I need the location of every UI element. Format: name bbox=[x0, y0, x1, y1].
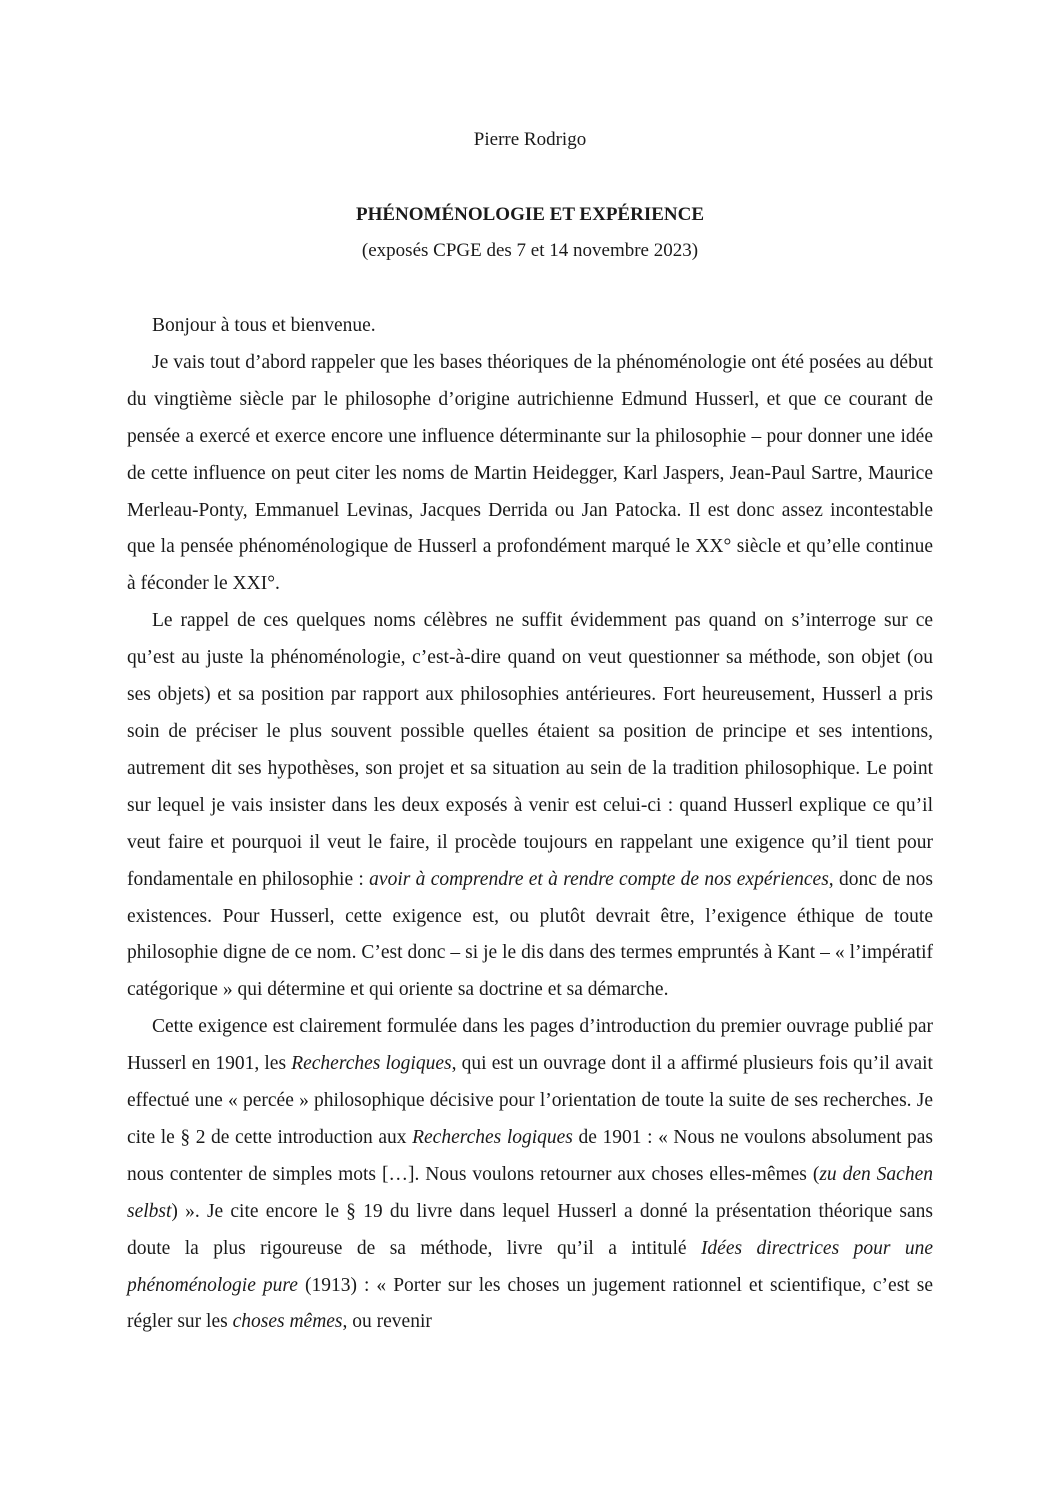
german-phrase: zu den Sachen selbst bbox=[127, 1163, 933, 1222]
paragraph-4-text-g: ) ». Je cite encore le § 19 du livre dans lequel Husserl a donné la présentation théorique sans doute la plus rigoureuse de sa méthode, livre qu’il a intitulé bbox=[127, 1200, 933, 1259]
paragraph-3-text-c: donc de nos existences. Pour Husserl, cette exigence est, ou plutôt devrait être, l’exigence éthique de toute philosophie digne de ce nom. C’est donc – si je le dis dans des termes empruntés à Kant – « l’impératif catégorique » qui détermine et qui oriente sa doctrine et sa démarche. bbox=[127, 868, 934, 1001]
paragraph-4-text-i: (1913) : « Porter sur les choses un jugement rationnel et scientifique, c’est se régler sur les bbox=[127, 1274, 933, 1333]
paragraph-1: Bonjour à tous et bienvenue. bbox=[152, 315, 376, 336]
book-title-idees-directrices: Idées directrices pour une phénoménologie pure bbox=[127, 1237, 933, 1296]
document-title: PHÉNOMÉNOLOGIE ET EXPÉRIENCE bbox=[355, 204, 705, 225]
paragraph-4-text-a: Cette exigence est clairement formulée dans les pages d’introduction du premier ouvrage publié par Husserl en 1901, les bbox=[127, 1016, 933, 1075]
author-name: Pierre Rodrigo bbox=[473, 129, 587, 150]
paragraph-4-emphasis: choses mêmes bbox=[232, 1311, 343, 1333]
paragraph-4-text-c: , qui est un ouvrage dont il a affirmé plusieurs fois qu’il avait effectué une « percée » philosophique décisive pour l’orientation de toute la suite de ses recherches. Je cite le § 2 de cette introduction aux bbox=[127, 1053, 933, 1148]
paragraph-3-emphasis: avoir à comprendre et à rendre compte de nos expériences, bbox=[369, 868, 834, 890]
paragraph-3 bbox=[127, 603, 933, 1009]
book-title-recherches-logiques: Recherches logiques bbox=[291, 1053, 452, 1075]
paragraph-3-text-a: Le rappel de ces quelques noms célèbres ne suffit évidemment pas quand on s’interroge sur ce qu’est au juste la phénoménologie, c’est-à-dire quand on veut questionner sa méthode, son objet (ou ses objets) et sa position par rapport aux philosophies antérieures. Fort heureusement, Husserl a pris soin de préciser le plus souvent possible quelles étaient sa position de principe et ses intentions, autrement dit ses hypothèses, son projet et sa situation au sein de la tradition philosophique. Le point sur lequel je vais insister dans les deux exposés à venir est celui-ci : quand Husserl explique ce qu’il veut faire et pourquoi il veut le faire, il procède toujours en rappelant une exigence qu’il tient pour fondamentale en philosophie : bbox=[127, 610, 933, 890]
document-subtitle: (exposés CPGE des 7 et 14 novembre 2023) bbox=[361, 240, 699, 261]
body-text bbox=[127, 308, 933, 1341]
book-title-recherches-logiques-2: Recherches logiques bbox=[412, 1126, 573, 1148]
paragraph-4-text-e: de 1901 : « Nous ne voulons absolument pas nous contenter de simples mots […]. Nous voulons retourner aux choses elles-mêmes ( bbox=[127, 1126, 933, 1185]
paragraph-4 bbox=[127, 1009, 933, 1341]
paragraph-2: Je vais tout d’abord rappeler que les bases théoriques de la phénoménologie ont été posées au début du vingtième siècle par le philosophe d’origine autrichienne Edmund Husserl, et que ce courant de pensée a exercé et exerce encore une influence déterminante sur la philosophie – pour donner une idée de cette influence on peut citer les noms de Martin Heidegger, Karl Jaspers, Jean-Paul Sartre, Maurice Merleau-Ponty, Emmanuel Levinas, Jacques Derrida ou Jan Patocka. Il est donc assez incontestable que la pensée phénoménologique de Husserl a profondément marqué le XX° siècle et qu’elle continue à féconder le XXI°. bbox=[127, 351, 933, 595]
paragraph-4-text-k: , ou revenir bbox=[342, 1311, 432, 1333]
